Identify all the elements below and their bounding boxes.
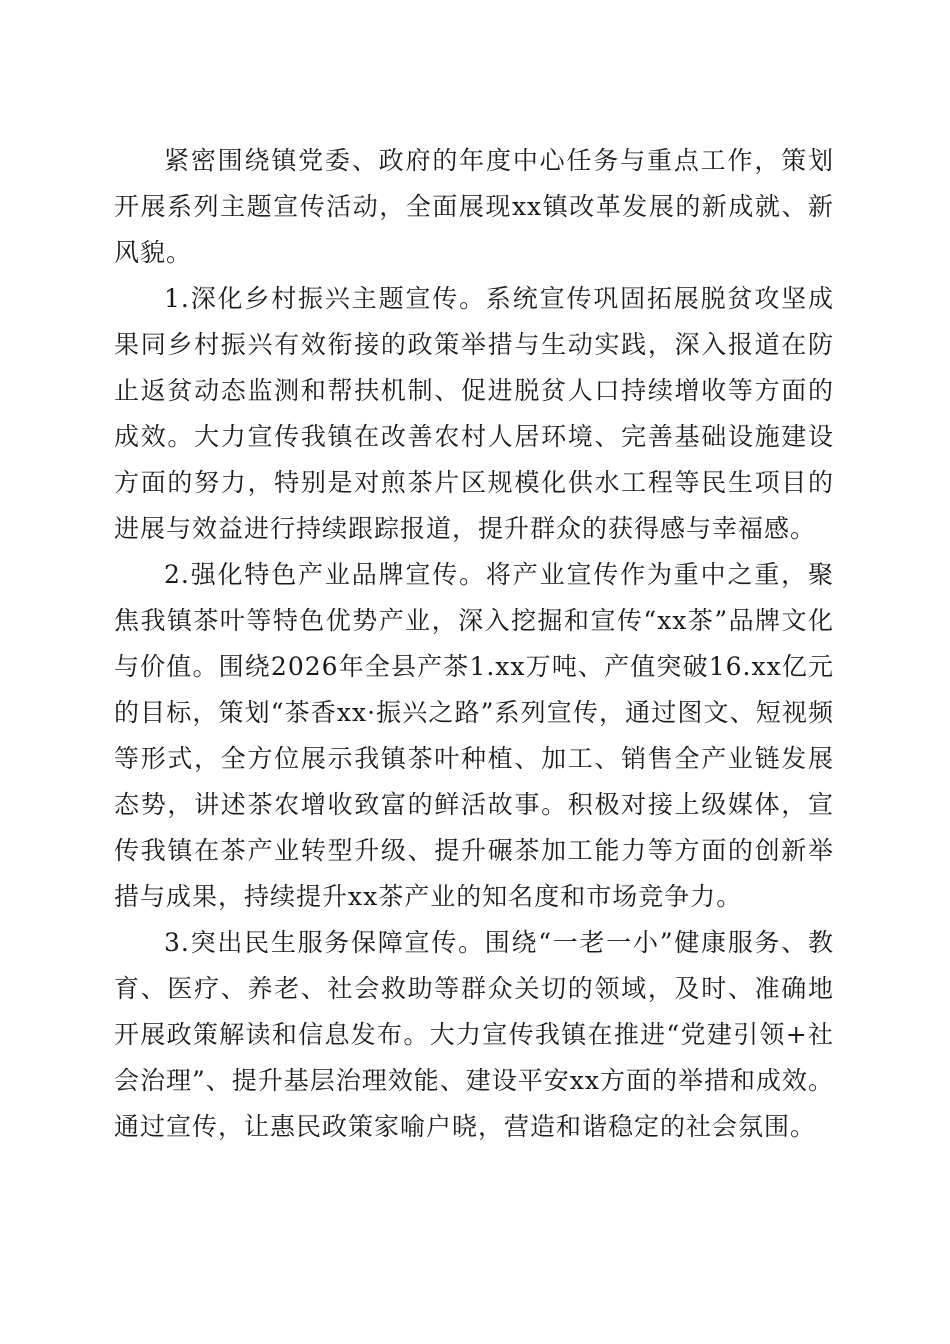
paragraph-intro: 紧密围绕镇党委、政府的年度中心任务与重点工作，策划开展系列主题宣传活动，全面展现xx镇改革发展的新成就、新风貌。 xyxy=(114,146,834,267)
paragraph-industry-brand: 2.强化特色产业品牌宣传。将产业宣传作为重中之重，聚焦我镇茶叶等特色优势产业，深入挖掘和宣传“xx茶”品牌文化与价值。围绕2026年全县产茶1.xx万吨、产值突破16.xx亿元的目标，策划“茶香xx·振兴之路”系列宣传，通过图文、短视频等形式，全方位展示我镇茶叶种植、加工、销售全产业链发展态势，讲述茶农增收致富的鲜活故事。积极对接上级媒体，宣传我镇在茶产业转型升级、提升碾茶加工能力等方面的创新举措与成果，持续提升xx茶产业的知名度和市场竞争力。 xyxy=(114,560,834,911)
document-body xyxy=(114,138,834,1150)
paragraph-rural-revitalization: 1.深化乡村振兴主题宣传。系统宣传巩固拓展脱贫攻坚成果同乡村振兴有效衔接的政策举措与生动实践，深入报道在防止返贫动态监测和帮扶机制、促进脱贫人口持续增收等方面的成效。大力宣传我镇在改善农村人居环境、完善基础设施建设方面的努力，特别是对煎茶片区规模化供水工程等民生项目的进展与效益进行持续跟踪报道，提升群众的获得感与幸福感。 xyxy=(114,284,834,543)
paragraph-livelihood-service: 3.突出民生服务保障宣传。围绕“一老一小”健康服务、教育、医疗、养老、社会救助等群众关切的领域，及时、准确地开展政策解读和信息发布。大力宣传我镇在推进“党建引领+社会治理”、提升基层治理效能、建设平安xx方面的举措和成效。通过宣传，让惠民政策家喻户晓，营造和谐稳定的社会氛围。 xyxy=(114,928,834,1141)
